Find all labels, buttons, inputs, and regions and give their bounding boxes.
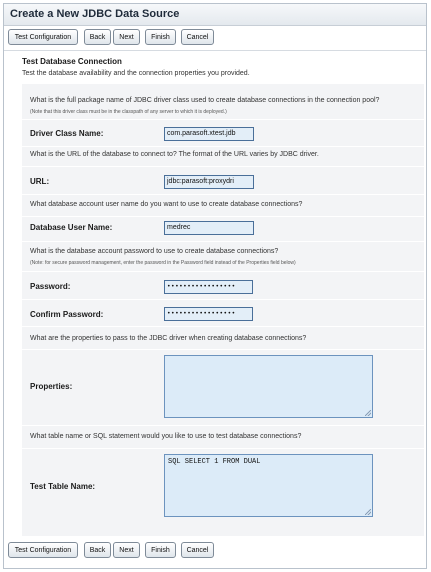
password-input[interactable]: ••••••••••••••••• xyxy=(164,280,253,294)
driver-note: (Note that this driver class must be in the classpath of any server to which it is deployed.) xyxy=(30,109,227,115)
driver-class-label: Driver Class Name: xyxy=(30,129,104,138)
divider xyxy=(22,448,424,449)
page-title: Create a New JDBC Data Source xyxy=(10,8,180,20)
divider xyxy=(22,241,424,242)
password-label: Password: xyxy=(30,282,71,291)
database-user-input[interactable]: medrec xyxy=(164,221,254,235)
next-button[interactable]: Next xyxy=(113,29,140,45)
divider xyxy=(22,216,424,217)
confirm-password-label: Confirm Password: xyxy=(30,310,104,319)
test-table-label: Test Table Name: xyxy=(30,482,96,491)
cancel-button[interactable]: Cancel xyxy=(181,542,214,558)
properties-textarea[interactable] xyxy=(164,355,373,418)
back-button[interactable]: Back xyxy=(84,29,111,45)
divider xyxy=(22,166,424,167)
url-input[interactable]: jdbc:parasoft:proxydri xyxy=(164,175,254,189)
test-table-value: SQL SELECT 1 FROM DUAL xyxy=(168,458,261,466)
divider xyxy=(22,119,424,120)
divider xyxy=(22,299,424,300)
driver-question: What is the full package name of JDBC driver class used to create database connections in the connection pool? xyxy=(30,97,380,104)
resize-grip-icon[interactable] xyxy=(365,509,371,515)
test-table-textarea[interactable] xyxy=(164,454,373,517)
divider xyxy=(22,326,424,327)
divider xyxy=(22,425,424,426)
divider xyxy=(22,146,424,147)
password-question: What is the database account password to use to create database connections? xyxy=(30,248,279,255)
next-button[interactable]: Next xyxy=(113,542,140,558)
user-question: What database account user name do you want to use to create database connections? xyxy=(30,201,303,208)
test-configuration-button[interactable]: Test Configuration xyxy=(8,542,78,558)
database-user-label: Database User Name: xyxy=(30,223,113,232)
back-button[interactable]: Back xyxy=(84,542,111,558)
divider xyxy=(22,194,424,195)
finish-button[interactable]: Finish xyxy=(145,29,176,45)
test-configuration-button[interactable]: Test Configuration xyxy=(8,29,78,45)
password-note: (Note: for secure password management, enter the password in the Password field instead of the Properties field below) xyxy=(30,260,296,266)
url-label: URL: xyxy=(30,177,50,186)
properties-question: What are the properties to pass to the JDBC driver when creating database connections? xyxy=(30,335,307,342)
finish-button[interactable]: Finish xyxy=(145,542,176,558)
test-table-question: What table name or SQL statement would you like to use to test database connections? xyxy=(30,433,302,440)
bottom-button-bar xyxy=(4,540,426,564)
top-button-bar xyxy=(4,27,426,51)
confirm-password-input[interactable]: ••••••••••••••••• xyxy=(164,307,253,321)
divider xyxy=(22,349,424,350)
title-bar xyxy=(4,4,426,26)
cancel-button[interactable]: Cancel xyxy=(181,29,214,45)
resize-grip-icon[interactable] xyxy=(365,410,371,416)
section-title: Test Database Connection xyxy=(22,57,122,66)
driver-class-input[interactable]: com.parasoft.xtest.jdb xyxy=(164,127,254,141)
url-question: What is the URL of the database to connect to? The format of the URL varies by JDBC driver. xyxy=(30,151,319,158)
section-description: Test the database availability and the connection properties you provided. xyxy=(22,70,250,77)
properties-label: Properties: xyxy=(30,382,73,391)
divider xyxy=(22,271,424,272)
